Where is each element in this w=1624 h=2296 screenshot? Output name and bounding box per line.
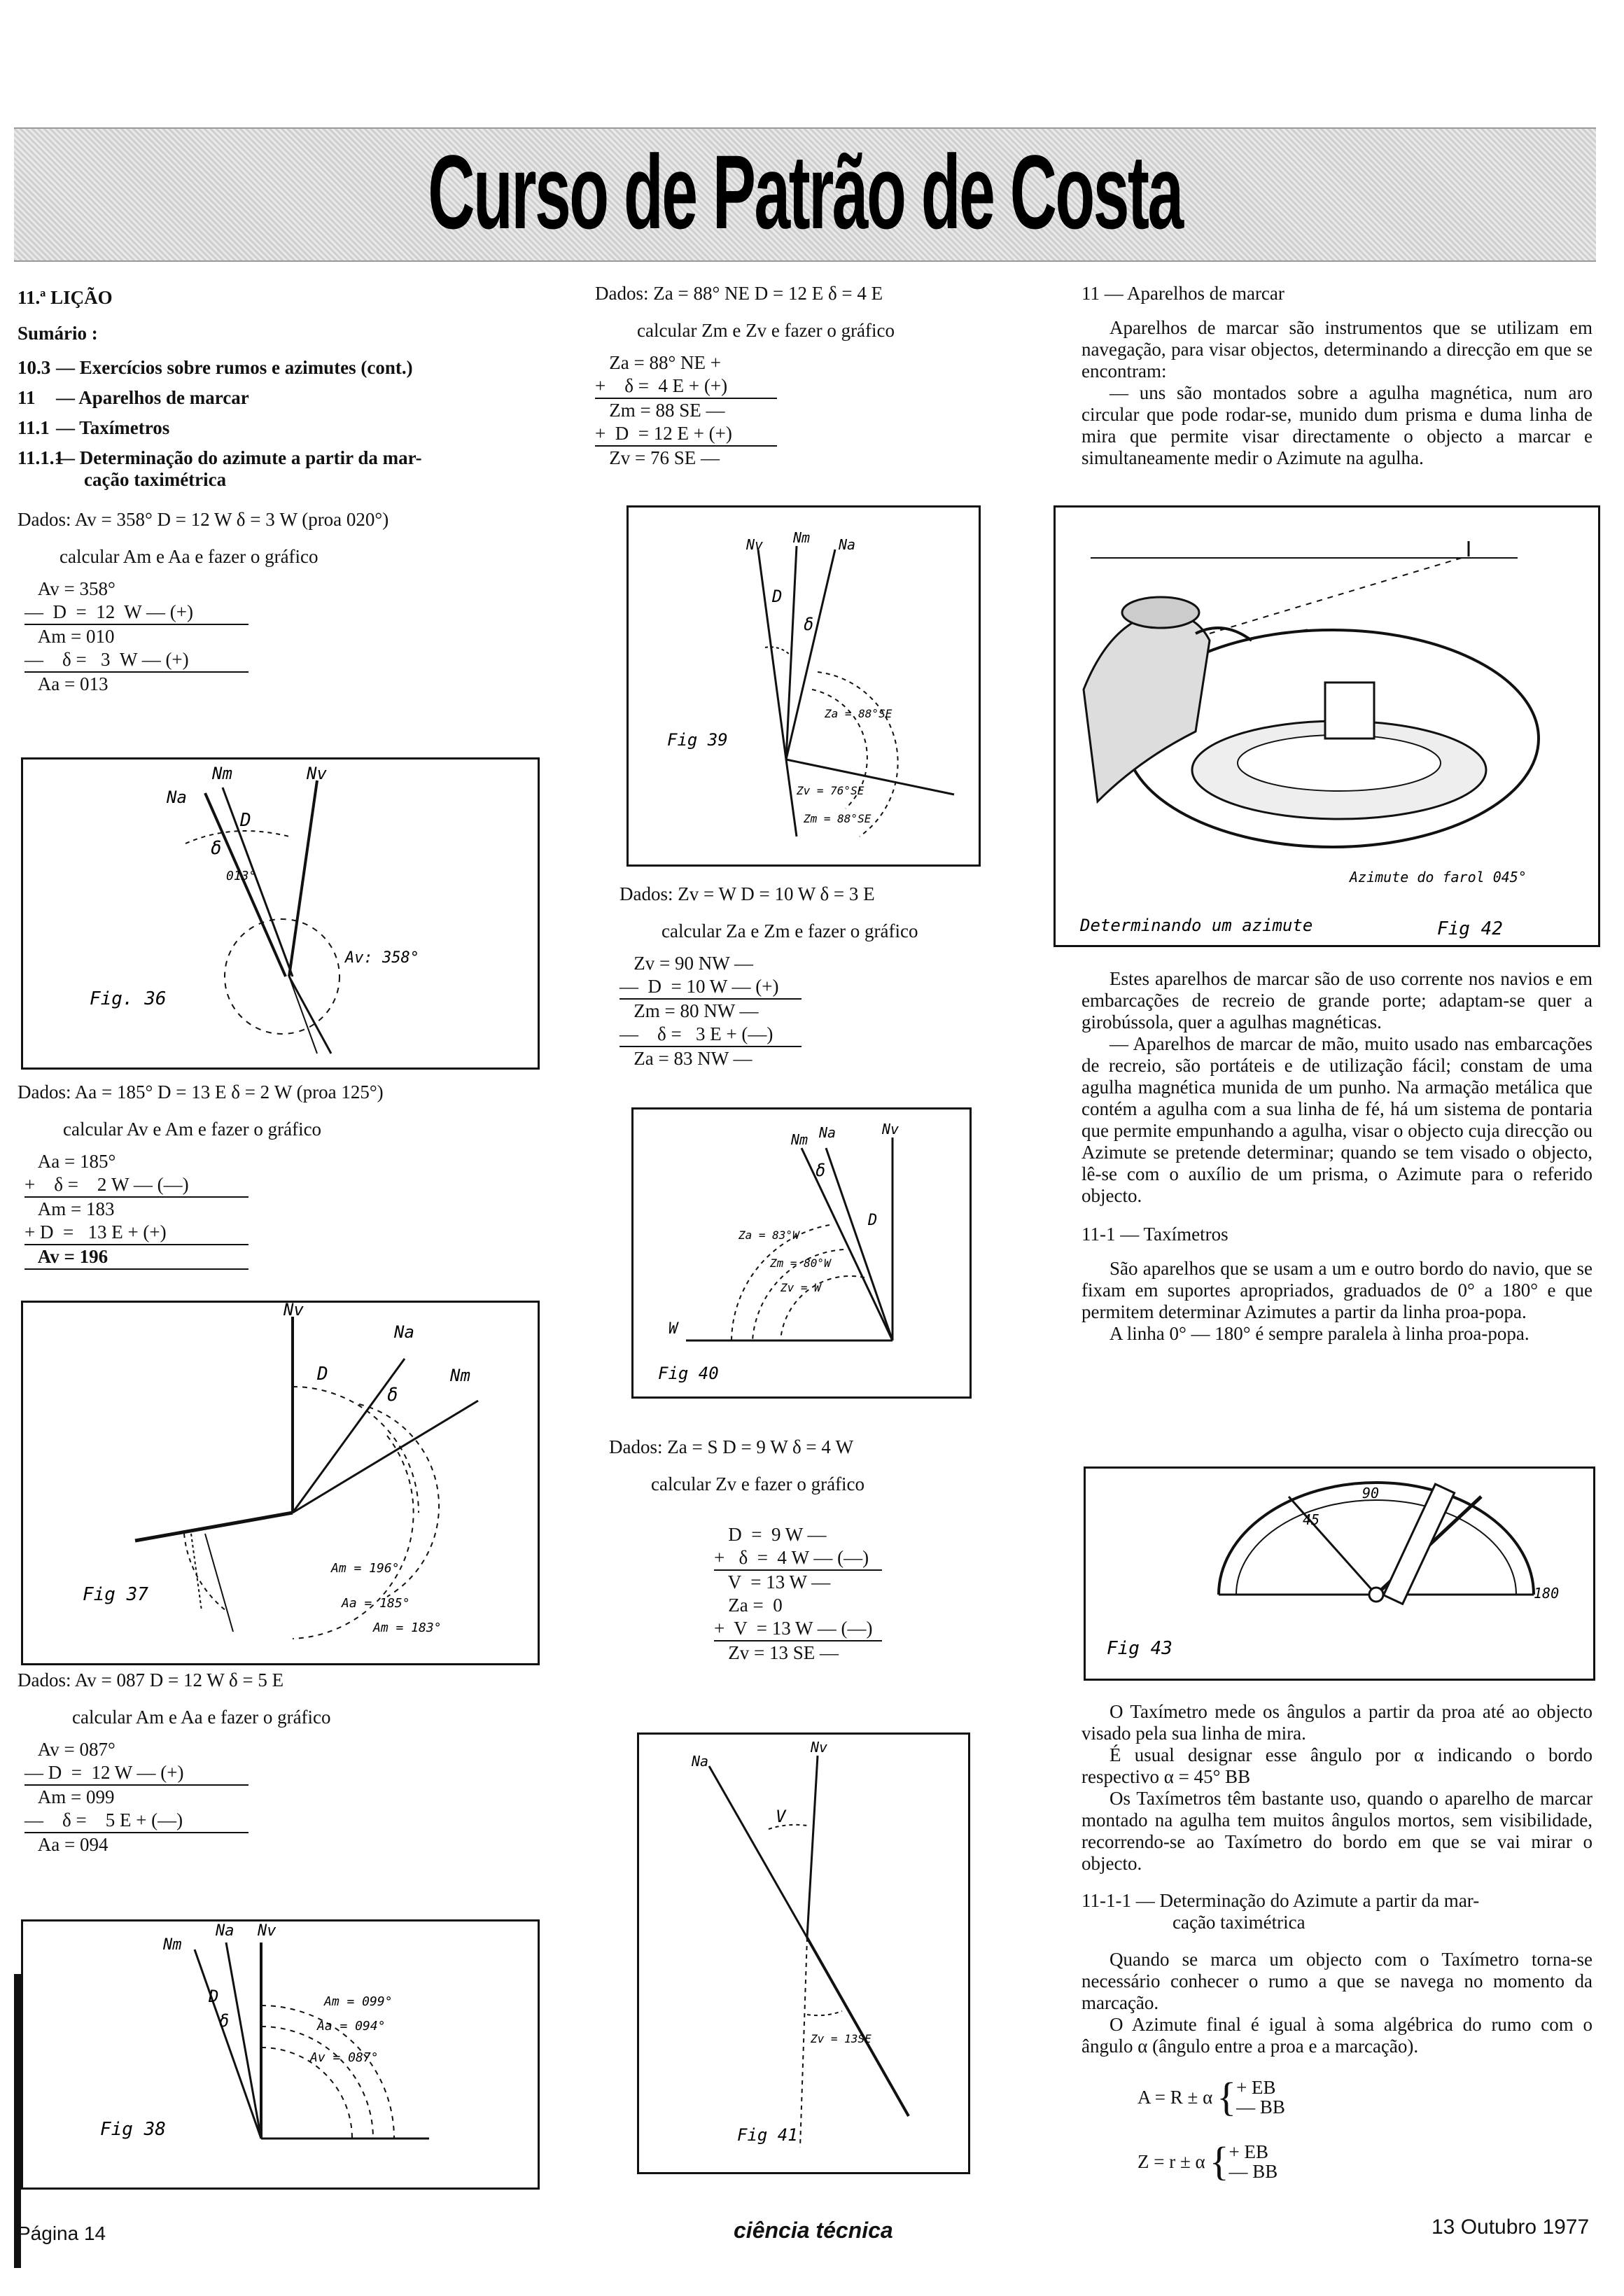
calc-line: V = 13 W — [714, 1569, 882, 1594]
label-av: Av = 087° [310, 2050, 379, 2065]
label-nv: Nv [284, 1303, 304, 1320]
calc-line: Za = 88° NE + [595, 352, 721, 373]
case-eb: + EB [1228, 2141, 1269, 2162]
exercise-2-data: Dados: Aa = 185° D = 13 E δ = 2 W (proa 125°) [18, 1082, 384, 1102]
label-zv: Zv = 13SE [811, 2032, 872, 2045]
page-title: Curso de Patrão de Costa [428, 133, 1182, 251]
label-nv: Nv [811, 1739, 828, 1756]
exercise-4-data: Dados: Za = 88° NE D = 12 E δ = 4 E [595, 283, 883, 304]
label-zv: Zv = W [780, 1281, 821, 1294]
exercise-2 [18, 1082, 539, 1270]
figure-label: Fig 38 [100, 2119, 166, 2140]
subheading-taximetros: 11-1 — Taxímetros [1082, 1224, 1228, 1245]
label-av: Av: 358° [345, 949, 419, 967]
calc-line: — D = 12 W — (+) [24, 1762, 184, 1783]
formula-a [1082, 2074, 1592, 2120]
calc-line: — δ = 5 E + (—) [24, 1809, 183, 1830]
exercise-3-task: calcular Am e Aa e fazer o gráfico [72, 1707, 331, 1728]
exercise-4-calc [595, 351, 1043, 470]
label-zm: Zm = 88°SE [804, 812, 872, 825]
paragraph: Aparelhos de marcar são instrumentos que se utilizam em navegação, para visar objectos, determinando a direcção em que se encontram: [1082, 317, 1592, 382]
label-v: V [776, 1807, 786, 1826]
label-aa: Aa = 185° [342, 1596, 410, 1611]
calc-line: Am = 099 [24, 1784, 248, 1809]
page-number: Página 14 [18, 2222, 106, 2244]
label-d: D [240, 810, 251, 831]
exercise-6-calc [609, 1523, 1057, 1665]
calc-line: Av = 087° [24, 1739, 115, 1760]
exercise-1-calc [18, 578, 539, 696]
label-na: Na [167, 788, 187, 807]
subheading-determinacao: 11-1-1 — Determinação do Azimute a partir da mar- [1082, 1890, 1480, 1911]
exercise-2-task: calcular Av e Am e fazer o gráfico [63, 1119, 322, 1140]
summary-num: 11 [18, 387, 36, 408]
summary-num: 11.1 [18, 417, 50, 438]
column-1 [18, 287, 539, 696]
label-zm: Zm = 80°W [770, 1256, 831, 1270]
label-nv: Nv [746, 536, 764, 553]
summary-text: — Determinação do azimute a partir da mar- [56, 447, 422, 468]
summary-item [18, 447, 539, 469]
brace: { [1209, 2138, 1229, 2184]
figure-label: Fig 42 [1437, 918, 1503, 939]
figure-label: Fig. 36 [90, 988, 167, 1009]
label-na: Na [692, 1753, 709, 1770]
label-nm: Nm [791, 1131, 808, 1148]
exercise-2-calc [18, 1150, 539, 1270]
figure-caption: Determinando um azimute [1080, 916, 1313, 935]
label-nm: Nm [163, 1936, 182, 1954]
formula-cases [1229, 2142, 1278, 2181]
label-zv: Zv = 76°SE [797, 784, 864, 797]
calc-line: + δ = 4 W — (—) [714, 1547, 869, 1568]
summary-item [18, 417, 539, 439]
label-nv: Nv [258, 1922, 276, 1940]
calc-line: — δ = 3 W — (+) [24, 649, 189, 670]
intro-paragraphs [1082, 317, 1592, 469]
calc-line: Za = 0 [714, 1595, 783, 1616]
paragraph: São aparelhos que se usam a um e outro bordo do navio, que se fixam em suportes apropriados, graduados de 0° a 180° e que permitem determinar Azimutes a partir da linha proa-popa. [1082, 1258, 1592, 1322]
lesson-number: 11.ª LIÇÃO [18, 287, 113, 308]
label-d: D [209, 1987, 219, 2006]
summary-text: — Aparelhos de marcar [56, 387, 249, 408]
calc-line: Zv = 90 NW — [620, 953, 753, 974]
label-angle: 013° [226, 869, 257, 883]
column-3-top [1082, 283, 1592, 469]
figure-42 [1054, 505, 1600, 947]
paragraph: Os Taxímetros têm bastante uso, quando o aparelho de marcar montado na agulha tem muitos ângulos mortos, sem visibilidade, recorrendo-se ao Taxímetro do bordo em que se vai mirar o objecto. [1082, 1788, 1592, 1874]
calc-line: — D = 12 W — (+) [24, 601, 193, 622]
label-na: Na [216, 1922, 234, 1940]
summary-label: Sumário : [18, 323, 98, 344]
summary-num: 10.3 [18, 357, 51, 378]
figure-39 [626, 505, 981, 867]
calc-line: Zm = 80 NW — [620, 998, 802, 1023]
calc-line: Av = 196 [24, 1244, 248, 1270]
calc-line: Am = 183 [24, 1196, 248, 1221]
summary-item [18, 357, 539, 379]
label-delta: δ [211, 838, 222, 859]
label-delta: δ [816, 1161, 826, 1180]
calc-line: Za = 83 NW — [620, 1046, 802, 1070]
calc-line: Aa = 094 [24, 1832, 248, 1856]
exercise-5-data: Dados: Zv = W D = 10 W δ = 3 E [620, 883, 875, 904]
calc-line: Aa = 185° [24, 1151, 116, 1172]
case-eb: + EB [1236, 2077, 1276, 2098]
exercise-1-task: calcular Am e Aa e fazer o gráfico [59, 546, 318, 567]
figure-label: Fig 41 [737, 2125, 798, 2145]
figure-label: Fig 40 [658, 1364, 719, 1383]
calc-line: D = 9 W — [714, 1524, 827, 1545]
exercise-5 [620, 883, 1054, 1070]
subheading-determinacao-cont: cação taximétrica [1172, 1912, 1306, 1933]
exercise-3-data: Dados: Av = 087 D = 12 W δ = 5 E [18, 1670, 284, 1690]
formula-z [1082, 2138, 1592, 2184]
calc-line: + V = 13 W — (—) [714, 1618, 873, 1639]
label-am: Am = 196° [331, 1561, 400, 1576]
paragraph: O Taxímetro mede os ângulos a partir da proa até ao objecto visado pela sua linha de mira. [1082, 1701, 1592, 1744]
figure-label: Fig 43 [1107, 1638, 1172, 1659]
label-za: Za = 83°W [738, 1228, 799, 1242]
label-am2: Am = 183° [373, 1620, 442, 1635]
label-delta: δ [387, 1385, 398, 1406]
column-3-middle [1082, 968, 1592, 1345]
brace: { [1217, 2074, 1237, 2120]
case-bb: — BB [1236, 2096, 1285, 2118]
calc-line: Am = 010 [24, 624, 248, 648]
summary-item [18, 387, 539, 409]
header-banner [14, 127, 1596, 262]
exercise-4-task: calcular Zm e Zv e fazer o gráfico [637, 320, 895, 341]
label-nm: Nm [793, 529, 811, 546]
figure-36 [21, 757, 540, 1070]
figure-38 [21, 1919, 540, 2190]
formula-lhs: A = R ± α [1138, 2086, 1213, 2108]
paragraph: Quando se marca um objecto com o Taxímetro torna-se necessário conhecer o rumo a que se navega no momento da marcação. [1082, 1949, 1592, 2013]
paragraph: — Aparelhos de marcar de mão, muito usado nas embarcações de recreio, são portáteis e de utilização fácil; constam de uma agulha magnética munida de um punho. Na armação metálica que contém a agulha com a sua linha de fé, há um sistema de pontaria que permite empunhando a agulha, visar o objecto cuja direcção ou Azimute se pretende determinar; quando se tem visado o objecto, lê-se com o auxílio de um prisma, o Azimute para o referido objecto. [1082, 1033, 1592, 1206]
paragraph: É usual designar esse ângulo por α indicando o bordo respectivo α = 45° BB [1082, 1744, 1592, 1787]
figure-37 [21, 1301, 540, 1665]
label-na: Na [839, 536, 856, 553]
calc-line: — D = 10 W — (+) [620, 976, 779, 997]
formula-lhs: Z = r ± α [1138, 2150, 1205, 2172]
calc-line: + D = 13 E + (+) [24, 1222, 167, 1242]
label-za: Za = 88°SE [825, 707, 892, 720]
summary-item-cont: cação taximétrica [84, 469, 227, 490]
exercise-6 [609, 1436, 1057, 1665]
paragraph: Estes aparelhos de marcar são de uso corrente nos navios e em embarcações de recreio de grande porte; adaptam-se quer a girobússola, quer a agulhas magnéticas. [1082, 968, 1592, 1032]
label-d: D [772, 587, 783, 606]
label-nv: Nv [882, 1121, 899, 1138]
calc-line: Aa = 013 [24, 671, 248, 696]
summary-num: 11.1.1 [18, 447, 64, 468]
tick-45: 45 [1303, 1511, 1320, 1528]
paragraphs [1082, 968, 1592, 1207]
exercise-3 [18, 1670, 539, 1856]
figure-label: Fig 37 [83, 1584, 148, 1605]
tick-180: 180 [1534, 1585, 1560, 1602]
section-heading: 11 — Aparelhos de marcar [1082, 283, 1284, 304]
calc-line: Av = 358° [24, 578, 115, 599]
paragraphs [1082, 1258, 1592, 1345]
case-bb: — BB [1228, 2161, 1278, 2182]
label-delta: δ [219, 2011, 230, 2031]
column-3-bottom [1082, 1701, 1592, 2182]
exercise-6-task: calcular Zv e fazer o gráfico [651, 1474, 865, 1494]
magazine-name: ciência técnica [734, 2218, 893, 2243]
exercise-1-data: Dados: Av = 358° D = 12 W δ = 3 W (proa 020°) [18, 509, 389, 530]
label-delta: δ [804, 615, 814, 634]
exercise-4 [595, 283, 1043, 470]
label-na: Na [819, 1124, 836, 1141]
summary-text: — Taxímetros [56, 417, 170, 438]
paragraph: A linha 0° — 180° é sempre paralela à linha proa-popa. [1110, 1323, 1530, 1344]
calc-line: Zm = 88 SE — [595, 398, 777, 422]
exercise-5-calc [620, 952, 1054, 1070]
figure-41 [637, 1732, 970, 2174]
exercise-6-data: Dados: Za = S D = 9 W δ = 4 W [609, 1436, 854, 1457]
calc-line: Zv = 76 SE — [595, 445, 777, 470]
calc-line: — δ = 3 E + (—) [620, 1023, 774, 1044]
figure-label: Fig 39 [667, 730, 728, 750]
paragraph: O Azimute final é igual à soma algébrica do rumo com o ângulo α (ângulo entre a proa e a marcação). [1082, 2014, 1592, 2057]
label-na: Na [394, 1322, 414, 1342]
label-d: D [317, 1364, 328, 1385]
label-nv: Nv [307, 764, 327, 783]
exercise-5-task: calcular Za e Zm e fazer o gráfico [662, 920, 918, 941]
label-nm: Nm [212, 764, 232, 783]
figure-43 [1084, 1466, 1595, 1681]
calc-line: Zv = 13 SE — [714, 1640, 882, 1665]
label-d: D [868, 1212, 878, 1229]
label-am: Am = 099° [324, 1994, 393, 2009]
calc-line: + δ = 2 W — (—) [24, 1174, 189, 1195]
paragraphs [1082, 1949, 1592, 2057]
summary-text: — Exercícios sobre rumos e azimutes (cont.) [56, 357, 413, 378]
calc-line: + D = 12 E + (+) [595, 423, 732, 444]
summary-list [18, 357, 539, 491]
issue-date: 13 Outubro 1977 [1432, 2216, 1590, 2239]
label-aa: Aa = 094° [317, 2019, 386, 2033]
paragraphs [1082, 1701, 1592, 1875]
figure-40 [631, 1107, 972, 1399]
tick-90: 90 [1362, 1485, 1380, 1502]
label-w: W [668, 1320, 678, 1338]
label-nm: Nm [450, 1366, 470, 1385]
calc-line: + δ = 4 E + (+) [595, 375, 728, 396]
label-azimute: Azimute do farol 045° [1350, 869, 1527, 886]
paragraph: — uns são montados sobre a agulha magnética, num aro circular que pode rodar-se, munido dum prisma e duma linha de mira que permite visar directamente o objecto a marcar e simultaneamente medir o Azimute na agulha. [1082, 382, 1592, 468]
formula-cases [1236, 2078, 1285, 2117]
exercise-3-calc [18, 1738, 539, 1856]
